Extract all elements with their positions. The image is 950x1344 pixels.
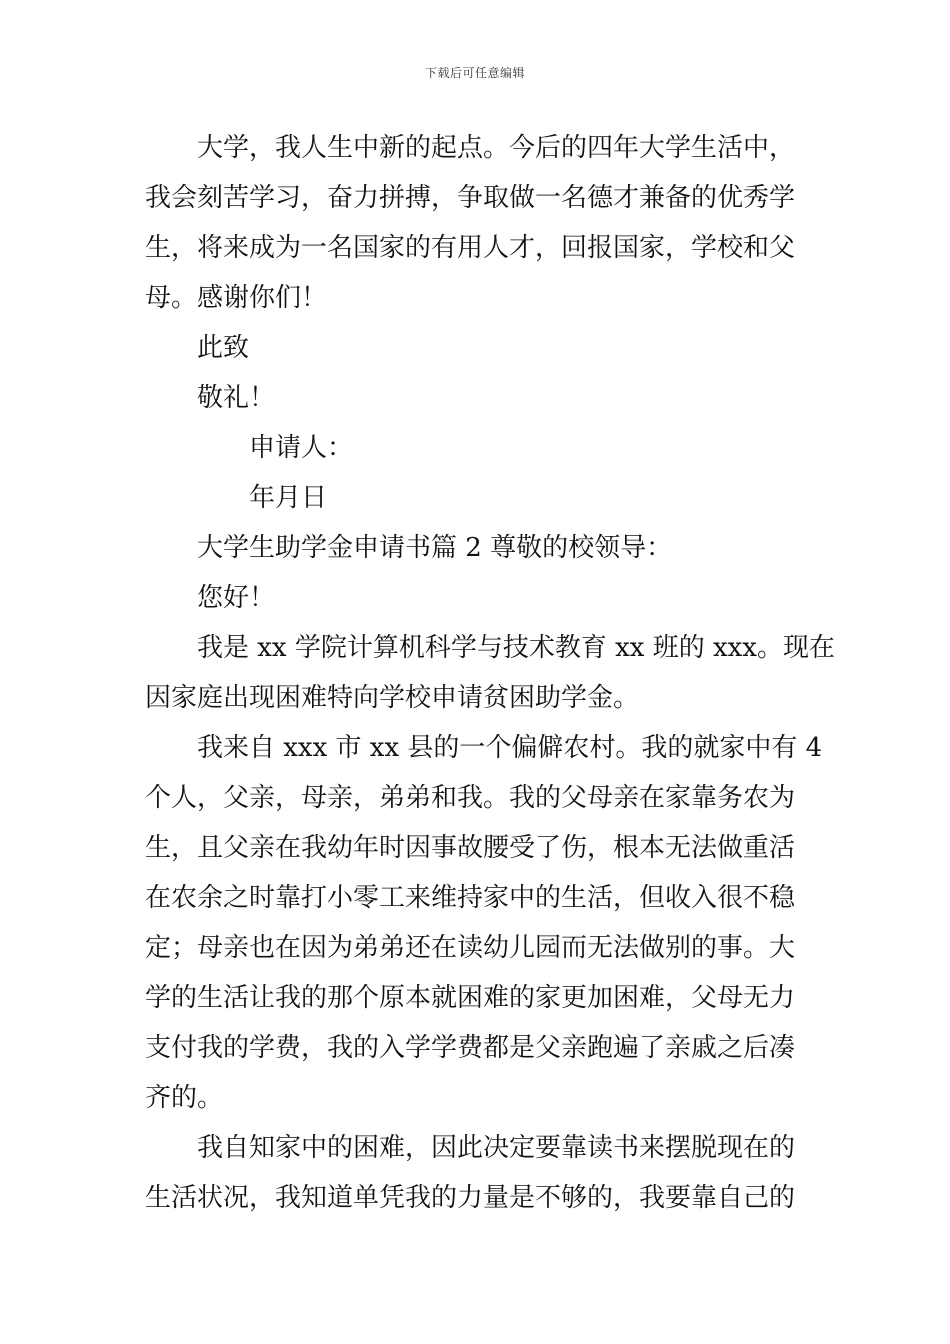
page-header: 下载后可任意编辑 [424, 66, 525, 80]
paragraph-line: 母。感谢你们！ [145, 283, 328, 313]
paragraph-line: 我自知家中的困难，因此决定要靠读书来摆脱现在的 [197, 1133, 796, 1163]
document-body [145, 123, 835, 1223]
paragraph-line: 在农余之时靠打小零工来维持家中的生活，但收入很不稳 [145, 883, 796, 913]
paragraph-line: 定；母亲也在因为弟弟还在读幼儿园而无法做别的事。大 [145, 933, 796, 963]
paragraph-line: 生活状况，我知道单凭我的力量是不够的，我要靠自己的 [145, 1183, 796, 1213]
paragraph-line: 生，将来成为一名国家的有用人才，回报国家，学校和父 [145, 233, 796, 263]
greeting-line: 您好！ [197, 583, 276, 613]
closing-line: 敬礼！ [197, 383, 276, 413]
paragraph-line: 齐的。 [145, 1083, 224, 1113]
date-label: 年月日 [249, 483, 328, 513]
paragraph-line: 支付我的学费，我的入学学费都是父亲跑遍了亲戚之后凑 [145, 1033, 796, 1063]
applicant-label: 申请人： [249, 433, 354, 463]
paragraph-line: 我是 xx 学院计算机科学与技术教育 xx 班的 xxx。现在 [197, 633, 835, 663]
paragraph-line: 我会刻苦学习，奋力拼搏，争取做一名德才兼备的优秀学 [145, 183, 796, 213]
section-heading: 大学生助学金申请书篇 2 尊敬的校领导： [197, 533, 673, 563]
paragraph-line: 我来自 xxx 市 xx 县的一个偏僻农村。我的就家中有 4 [197, 733, 823, 763]
paragraph-line: 生，且父亲在我幼年时因事故腰受了伤，根本无法做重活 [145, 833, 796, 863]
paragraph-line: 个人，父亲，母亲，弟弟和我。我的父母亲在家靠务农为 [145, 783, 796, 813]
paragraph-line: 因家庭出现困难特向学校申请贫困助学金。 [145, 683, 640, 713]
closing-line: 此致 [197, 333, 250, 363]
paragraph-line: 学的生活让我的那个原本就困难的家更加困难，父母无力 [145, 983, 796, 1013]
paragraph-line: 大学，我人生中新的起点。今后的四年大学生活中， [197, 133, 796, 163]
